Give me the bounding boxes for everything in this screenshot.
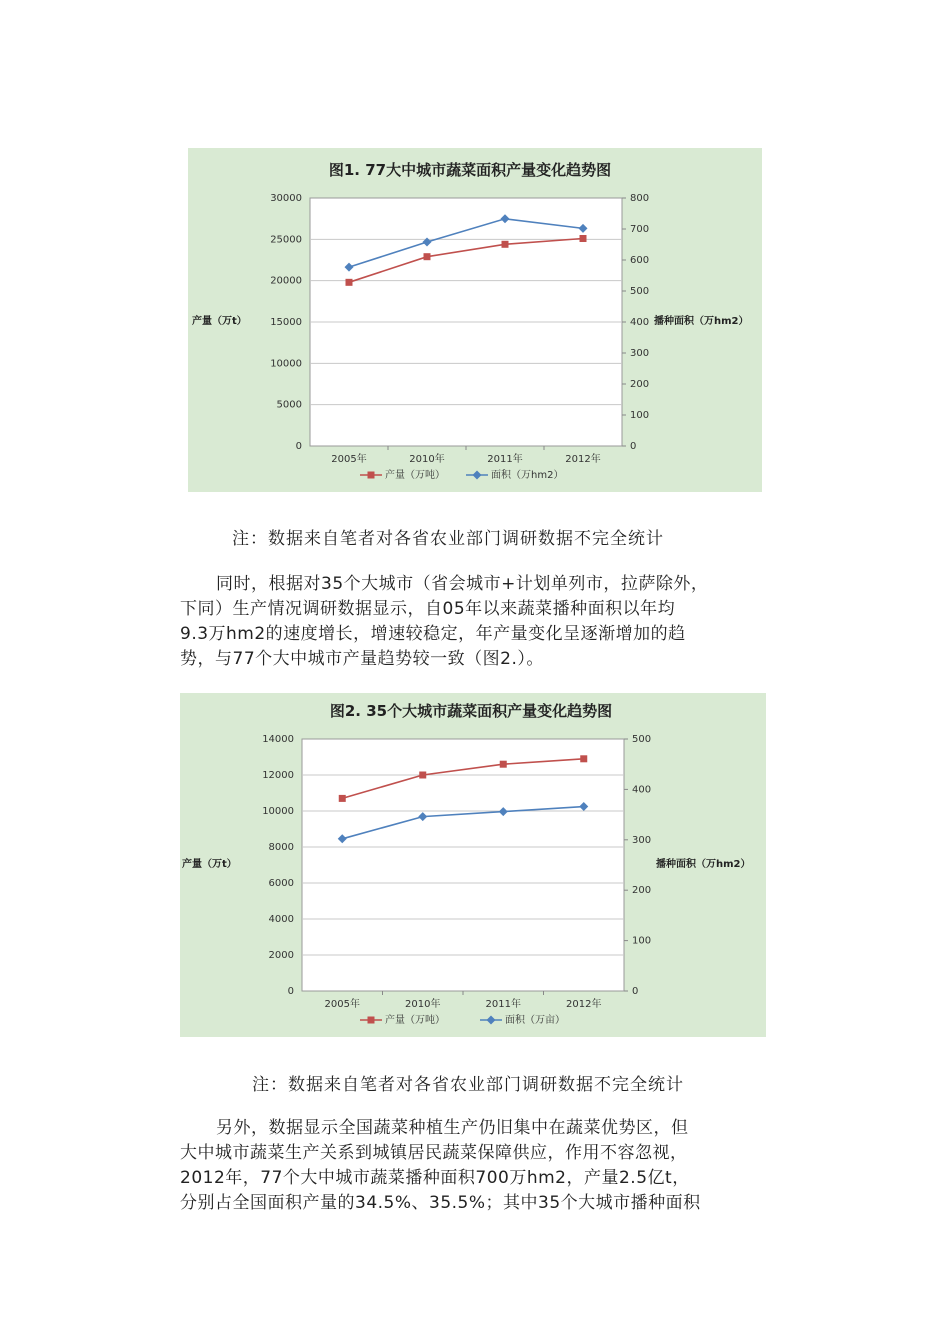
right-tick-label: 200 (632, 885, 652, 897)
chart-1 (188, 148, 762, 492)
data-point-output (424, 253, 431, 260)
y-axis-right-label: 播种面积（万hm2） (656, 859, 751, 870)
left-tick-label: 30000 (270, 193, 302, 204)
left-tick-label: 0 (287, 986, 294, 997)
x-tick-label: 2010年 (409, 454, 445, 465)
paragraph-1-line-2: 下同）生产情况调研数据显示，自05年以来蔬菜播种面积以年均 (180, 599, 676, 619)
paragraph-2-line-3: 2012年，77个大中城市蔬菜播种面积700万hm2，产量2.5亿t， (180, 1168, 690, 1188)
legend-label: 面积（万亩） (505, 1015, 565, 1026)
left-tick-label: 14000 (262, 734, 294, 745)
y-axis-left-label: 产量（万t） (182, 859, 237, 870)
legend-marker-diamond (473, 471, 482, 480)
right-tick-label: 500 (632, 734, 652, 745)
chart-title: 图1. 77大中城市蔬菜面积产量变化趋势图 (328, 161, 612, 179)
x-tick-label: 2011年 (485, 999, 521, 1010)
right-tick-label: 800 (630, 193, 650, 204)
right-tick-label: 300 (630, 348, 650, 359)
left-tick-label: 5000 (276, 399, 302, 411)
right-tick-label: 100 (632, 935, 652, 947)
chart-1-note: 注：数据来自笔者对各省农业部门调研数据不完全统计 (232, 529, 664, 549)
legend-label: 产量（万吨） (385, 470, 445, 481)
data-point-output (580, 235, 587, 242)
left-tick-label: 20000 (270, 275, 302, 287)
right-tick-label: 300 (632, 834, 652, 846)
legend-marker-square (368, 1017, 375, 1024)
left-tick-label: 8000 (268, 842, 294, 853)
plot-area (302, 739, 624, 991)
right-tick-label: 700 (630, 224, 650, 235)
y-axis-right-label: 播种面积（万hm2） (654, 316, 749, 327)
data-point-output (580, 755, 587, 762)
data-point-output (339, 795, 346, 802)
right-tick-label: 200 (630, 379, 650, 390)
left-tick-label: 10000 (270, 358, 302, 370)
x-tick-label: 2011年 (487, 454, 523, 465)
paragraph-2 (180, 1116, 780, 1216)
data-point-output (419, 772, 426, 779)
right-tick-label: 500 (630, 286, 650, 297)
legend-marker-diamond (487, 1016, 496, 1025)
legend-label: 面积（万hm2） (491, 470, 564, 481)
paragraph-1-line-4: 势，与77个大中城市产量趋势较一致（图2.）。 (180, 649, 544, 669)
paragraph-1-line-3: 9.3万hm2的速度增长，增速较稳定，年产量变化呈逐渐增加的趋 (180, 624, 686, 644)
x-tick-label: 2010年 (405, 999, 441, 1010)
left-tick-label: 12000 (262, 770, 294, 781)
chart-2 (180, 693, 766, 1037)
chart-2-note: 注：数据来自笔者对各省农业部门调研数据不完全统计 (252, 1075, 684, 1095)
left-tick-label: 6000 (268, 878, 294, 889)
right-tick-label: 400 (632, 784, 652, 796)
paragraph-2-line-2: 大中城市蔬菜生产关系到城镇居民蔬菜保障供应，作用不容忽视， (180, 1143, 688, 1163)
legend-marker-square (368, 472, 375, 479)
paragraph-2-line-1: 另外，数据显示全国蔬菜种植生产仍旧集中在蔬菜优势区，但 (216, 1118, 689, 1138)
x-tick-label: 2012年 (565, 454, 601, 465)
chart-1-svg (188, 148, 762, 492)
chart-2-svg (180, 693, 766, 1037)
data-point-output (502, 241, 509, 248)
data-point-output (346, 279, 353, 286)
chart-title: 图2. 35个大城市蔬菜面积产量变化趋势图 (329, 702, 613, 720)
right-tick-label: 400 (630, 317, 650, 328)
right-tick-label: 0 (630, 441, 637, 452)
left-tick-label: 4000 (268, 914, 294, 925)
right-tick-label: 100 (630, 410, 650, 421)
left-tick-label: 15000 (270, 317, 302, 328)
paragraph-1-line-1: 同时，根据对35个大城市（省会城市+计划单列市，拉萨除外， (216, 574, 709, 594)
left-tick-label: 2000 (268, 950, 294, 961)
paragraph-1 (180, 572, 780, 672)
data-point-output (500, 761, 507, 768)
left-tick-label: 0 (295, 441, 302, 452)
x-tick-label: 2005年 (331, 454, 367, 465)
right-tick-label: 0 (632, 986, 639, 997)
x-tick-label: 2012年 (566, 999, 602, 1010)
y-axis-left-label: 产量（万t） (192, 316, 247, 327)
left-tick-label: 10000 (262, 806, 294, 817)
paragraph-2-line-4: 分别占全国面积产量的34.5%、35.5%；其中35个大城市播种面积 (180, 1193, 701, 1213)
x-tick-label: 2005年 (324, 999, 360, 1010)
right-tick-label: 600 (630, 255, 650, 266)
left-tick-label: 25000 (270, 234, 302, 246)
legend-label: 产量（万吨） (385, 1015, 445, 1026)
